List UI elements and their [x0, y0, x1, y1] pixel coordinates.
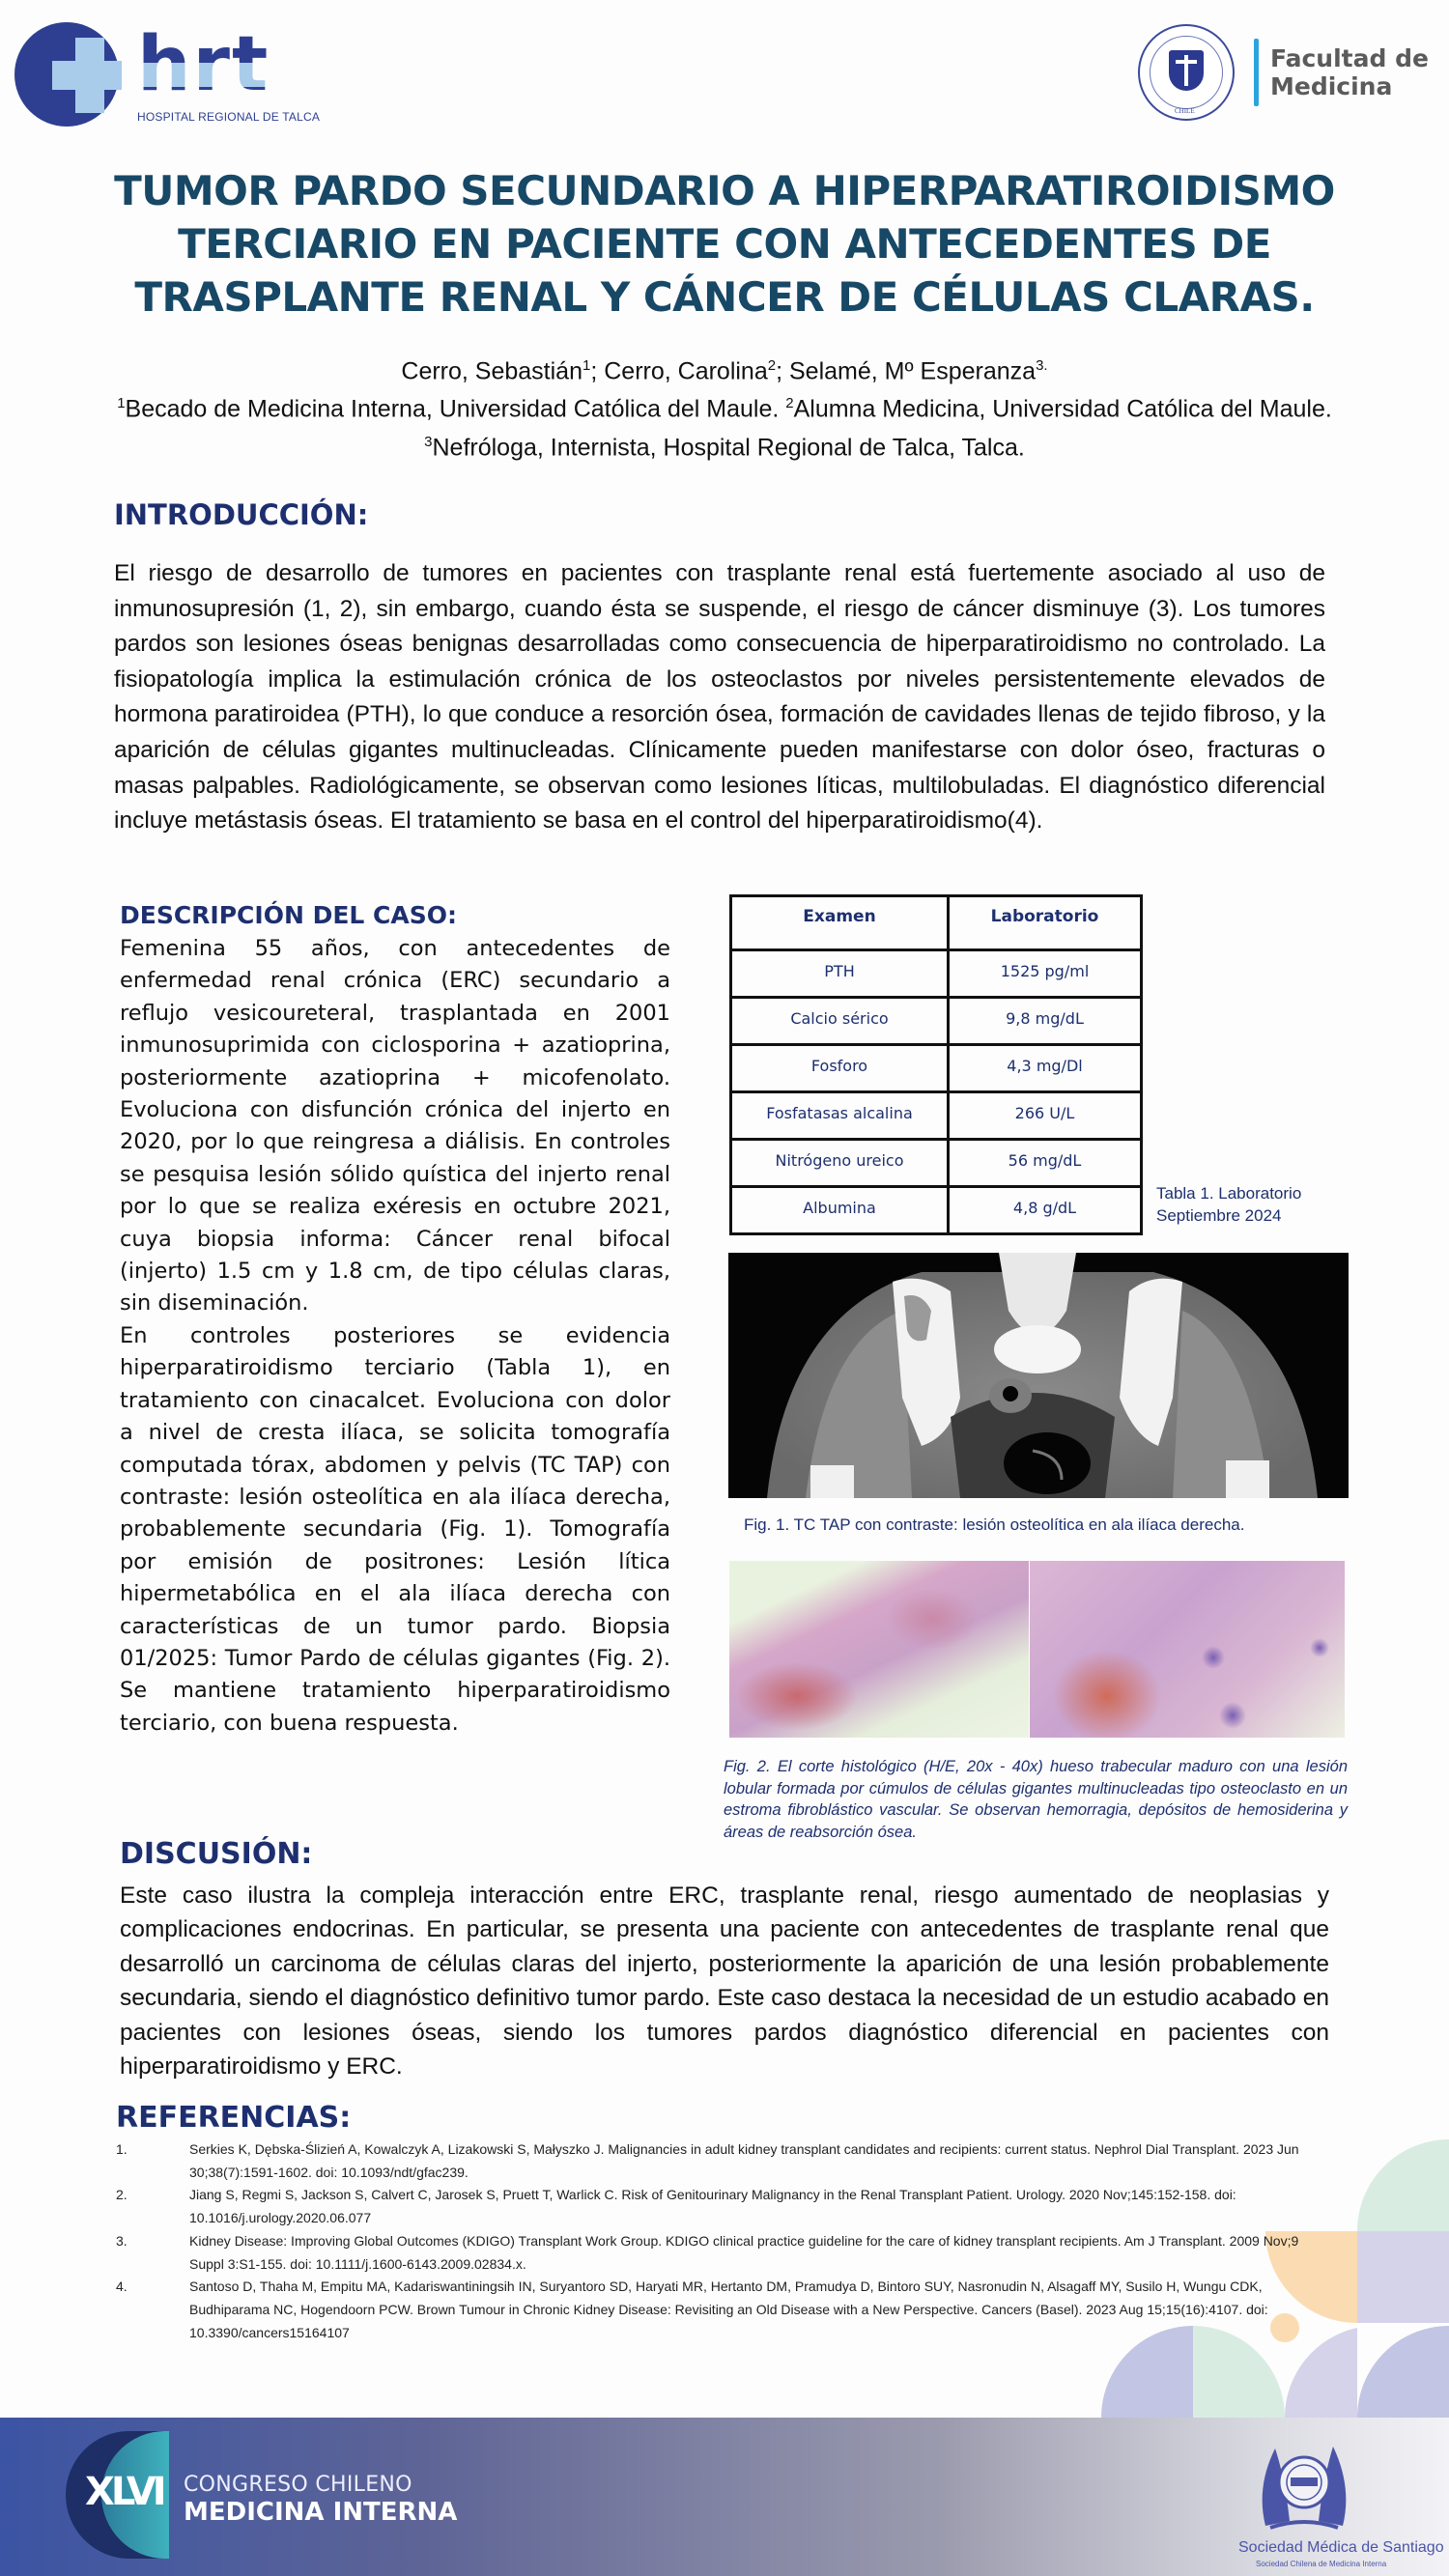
title-line-3: TRASPLANTE RENAL Y CÁNCER DE CÉLULAS CLARAS.	[134, 273, 1315, 321]
exam-value: 9,8 mg/dL	[949, 998, 1142, 1045]
exam-value: 56 mg/dL	[949, 1140, 1142, 1187]
ct-pelvis-illustration	[728, 1253, 1349, 1498]
case-paragraph-1: Femenina 55 años, con antecedentes de enfermedad renal crónica (ERC) secundario a reflujo vesicoureteral, trasplantada en 2001 inmunosuprimida con ciclosporina + azatioprina, posteriormente azatioprina + micofenolato. Evoluciona con disfunción crónica del injerto en 2020, por lo que reingresa a diálisis. En controles se pesquisa lesión sólido quística del injerto renal por lo que se realiza exéresis en octubre 2021, cuya biopsia informa: Cáncer renal bifocal (injerto) 1.5 cm y 1.8 cm, de tipo células claras, sin diseminación.	[120, 936, 670, 1316]
title-line-2: TERCIARIO EN PACIENTE CON ANTECEDENTES DE	[178, 220, 1271, 268]
exam-name: Nitrógeno ureico	[731, 1140, 949, 1187]
reference-item	[116, 2184, 1329, 2229]
exam-value: 4,8 g/dL	[949, 1187, 1142, 1234]
faculty-name	[1270, 44, 1429, 100]
faculty-name-line1: Facultad de	[1270, 44, 1429, 72]
congress-title-line2: MEDICINA INTERNA	[184, 2498, 458, 2527]
reference-number: 4.	[116, 2279, 128, 2295]
exam-name: Fosfatasas alcalina	[731, 1092, 949, 1140]
references-heading: REFERENCIAS:	[116, 2101, 352, 2135]
table-caption-line2: Septiembre 2024	[1156, 1206, 1282, 1225]
introduction-heading: INTRODUCCIÓN:	[114, 498, 369, 531]
affiliation-1-marker: 1	[117, 395, 126, 412]
introduction-text: El riesgo de desarrollo de tumores en pacientes con trasplante renal está fuertemente asociado al uso de inmunosupresión (1, 2), sin embargo, cuando ésta se suspende, el riesgo de cáncer disminuye (3). Los tumores pardos son lesiones óseas benignas desarrolladas como consecuencia de hiperparatiroidismo no controlado. La fisiopatología implica la estimulación crónica de los osteoclastos por niveles persistentemente elevados de hormona paratiroidea (PTH), lo que conduce a resorción ósea, formación de cavidades llenas de tejido fibroso, y la aparición de células gigantes multinucleadas. Clínicamente pueden manifestarse con dolor óseo, fracturas o masas palpables. Radiológicamente, se observan como lesiones líticas, multilobuladas. El diagnóstico diferencial incluye metástasis óseas. El tratamiento se basa en el control del hiperparatiroidismo(4).	[114, 560, 1325, 835]
table-row	[731, 1140, 1142, 1187]
author-list	[97, 350, 1352, 387]
exam-value: 1525 pg/ml	[949, 950, 1142, 998]
discussion-heading: DISCUSIÓN:	[120, 1837, 313, 1871]
exam-name: Fosforo	[731, 1045, 949, 1092]
reference-number: 1.	[116, 2141, 128, 2157]
reference-number: 3.	[116, 2232, 128, 2249]
exam-name: PTH	[731, 950, 949, 998]
author-1-affiliation: 1	[582, 357, 591, 374]
ct-scan-image	[728, 1253, 1349, 1498]
footer-banner	[0, 2418, 1449, 2576]
author-3: ; Selamé, Mº Esperanza	[776, 357, 1037, 385]
hrt-wordmark: hrt	[137, 21, 270, 108]
table-caption	[1156, 1182, 1301, 1227]
histology-image-20x	[729, 1561, 1029, 1738]
table-row	[731, 1187, 1142, 1234]
cross-icon-bar	[1176, 60, 1197, 64]
affiliation-1: Becado de Medicina Interna, Universidad Católica del Maule.	[125, 395, 786, 423]
reference-text: Kidney Disease: Improving Global Outcomes (KDIGO) Transplant Work Group. KDIGO clinical practice guideline for the care of kidney transplant recipients. Am J Transplant. 2009 Nov;9 Suppl 3:S1-155. doi: 10.1111/j.1600-6143.2009.02834.x.	[189, 2232, 1299, 2272]
column-header-exam: Examen	[731, 896, 949, 950]
congress-title-line1: CONGRESO CHILENO	[184, 2473, 412, 2497]
table-caption-line1: Tabla 1. Laboratorio	[1156, 1184, 1302, 1203]
case-text	[120, 933, 670, 1740]
case-heading: DESCRIPCIÓN DEL CASO:	[120, 901, 457, 929]
column-header-lab: Laboratorio	[949, 896, 1142, 950]
university-seal-icon	[1138, 24, 1235, 121]
seal-country: CHILE	[1175, 107, 1195, 115]
sociedad-medica-emblem-icon	[1246, 2439, 1362, 2535]
author-2-affiliation: 2	[767, 357, 777, 374]
case-paragraph-2: En controles posteriores se evidencia hiperparatiroidismo terciario (Tabla 1), en tratamiento con cinacalcet. Evoluciona con dolor a nivel de cresta ilíaca, se solicita tomografía computada tórax, abdomen y pelvis (TC TAP) con contraste: lesión osteolítica en ala ilíaca derecha, probablemente secundaria (Fig. 1). Tomografía por emisión de positrones: Lesión lítica hipermetabólica en el ala ilíaca derecha con características de un tumor pardo. Biopsia 01/2025: Tumor Pardo de células gigantes (Fig. 2). Se mantiene tratamiento hiperparatiroidismo terciario, con buena respuesta.	[120, 1322, 670, 1736]
figure-1-caption: Fig. 1. TC TAP con contraste: lesión osteolítica en ala ilíaca derecha.	[744, 1515, 1245, 1534]
table-row	[731, 950, 1142, 998]
lab-results-table	[729, 894, 1143, 1235]
author-2: ; Cerro, Carolina	[590, 357, 768, 385]
exam-name: Albumina	[731, 1187, 949, 1234]
table-row	[731, 1045, 1142, 1092]
congress-number: XLVI	[85, 2470, 163, 2514]
reference-text: Santoso D, Thaha M, Empitu MA, Kadariswantiningsih IN, Suryantoro SD, Haryati MR, Hertanto DM, Pramudya D, Bintoro SUY, Nasronudin N, Alsagaff MY, Susilo H, Wungu CDK, Budhiparama NC, Hogendoorn PCW. Brown Tumour in Chronic Kidney Disease: Revisiting an Old Disease with a New Perspective. Cancers (Basel). 2023 Aug 15;15(16):4107. doi: 10.3390/cancers15164107	[189, 2279, 1268, 2340]
references-list	[116, 2138, 1329, 2344]
reference-item	[116, 2230, 1329, 2276]
affiliation-2-marker: 2	[785, 395, 794, 412]
histology-image-40x	[1030, 1561, 1345, 1738]
society-subtitle: Sociedad Chilena de Medicina Interna	[1256, 2560, 1387, 2568]
title-line-1: TUMOR PARDO SECUNDARIO A HIPERPARATIROIDISMO	[114, 167, 1335, 214]
faculty-name-line2: Medicina	[1270, 72, 1393, 100]
reference-number: 2.	[116, 2187, 128, 2203]
exam-value: 4,3 mg/Dl	[949, 1045, 1142, 1092]
reference-text: Jiang S, Regmi S, Jackson S, Calvert C, Jarosek S, Pruett T, Warlick C. Risk of Genitourinary Malignancy in the Renal Transplant Patient. Urology. 2020 Nov;145:152-158. doi: 10.1016/j.urology.2020.06.077	[189, 2187, 1236, 2226]
exam-value: 266 U/L	[949, 1092, 1142, 1140]
affiliation-3-marker: 3	[424, 433, 433, 450]
society-name: Sociedad Médica de Santiago	[1238, 2539, 1444, 2556]
logo-divider	[1254, 39, 1259, 106]
table-row	[731, 1092, 1142, 1140]
medical-cross-icon-vertical	[75, 38, 104, 113]
affiliation-3: Nefróloga, Internista, Hospital Regional de Talca, Talca.	[432, 433, 1025, 461]
table-row	[731, 998, 1142, 1045]
figure-2-caption: Fig. 2. El corte histológico (H/E, 20x - 40x) hueso trabecular maduro con una lesión lobular formada por cúmulos de células gigantes multinucleadas tipo osteoclasto en un estroma fibroblástico vascular. Se observan hemorragia, depósitos de hemosiderina y áreas de reabsorción ósea.	[724, 1758, 1348, 1841]
reference-text: Serkies K, Dębska-Ślizień A, Kowalczyk A, Lizakowski S, Małyszko J. Malignancies in adult kidney transplant candidates and recipients: current status. Nephrol Dial Transplant. 2023 Jun 30;38(7):1591-1602. doi: 10.1093/ndt/gfac239.	[189, 2141, 1299, 2180]
hospital-regional-talca-logo	[12, 19, 321, 130]
reference-item	[116, 2276, 1329, 2344]
exam-name: Calcio sérico	[731, 998, 949, 1045]
author-1: Cerro, Sebastián	[401, 357, 582, 385]
poster-title	[97, 164, 1352, 324]
author-3-affiliation: 3.	[1036, 357, 1048, 374]
affiliation-2: Alumna Medicina, Universidad Católica del Maule.	[793, 395, 1332, 423]
table-header-row	[731, 896, 1142, 950]
facultad-medicina-ucm-logo	[1135, 21, 1444, 123]
reference-item	[116, 2138, 1329, 2184]
authors-block	[97, 350, 1352, 464]
discussion-text: Este caso ilustra la compleja interacción entre ERC, trasplante renal, riesgo aumentado de neoplasias y complicaciones endocrinas. En particular, se presenta una paciente con antecedentes de trasplante renal que desarrolló un carcinoma de células claras del injerto, posteriormente la aparición de una lesión probablemente secundaria, siendo el diagnóstico definitivo tumor pardo. Este caso destaca la necesidad de un estudio acabado en pacientes con lesiones óseas, siendo los tumores pardos diagnóstico diferencial en pacientes con hiperparatiroidismo y ERC.	[120, 1882, 1329, 2081]
hrt-caption: HOSPITAL REGIONAL DE TALCA	[137, 110, 321, 124]
affiliations	[97, 387, 1352, 464]
